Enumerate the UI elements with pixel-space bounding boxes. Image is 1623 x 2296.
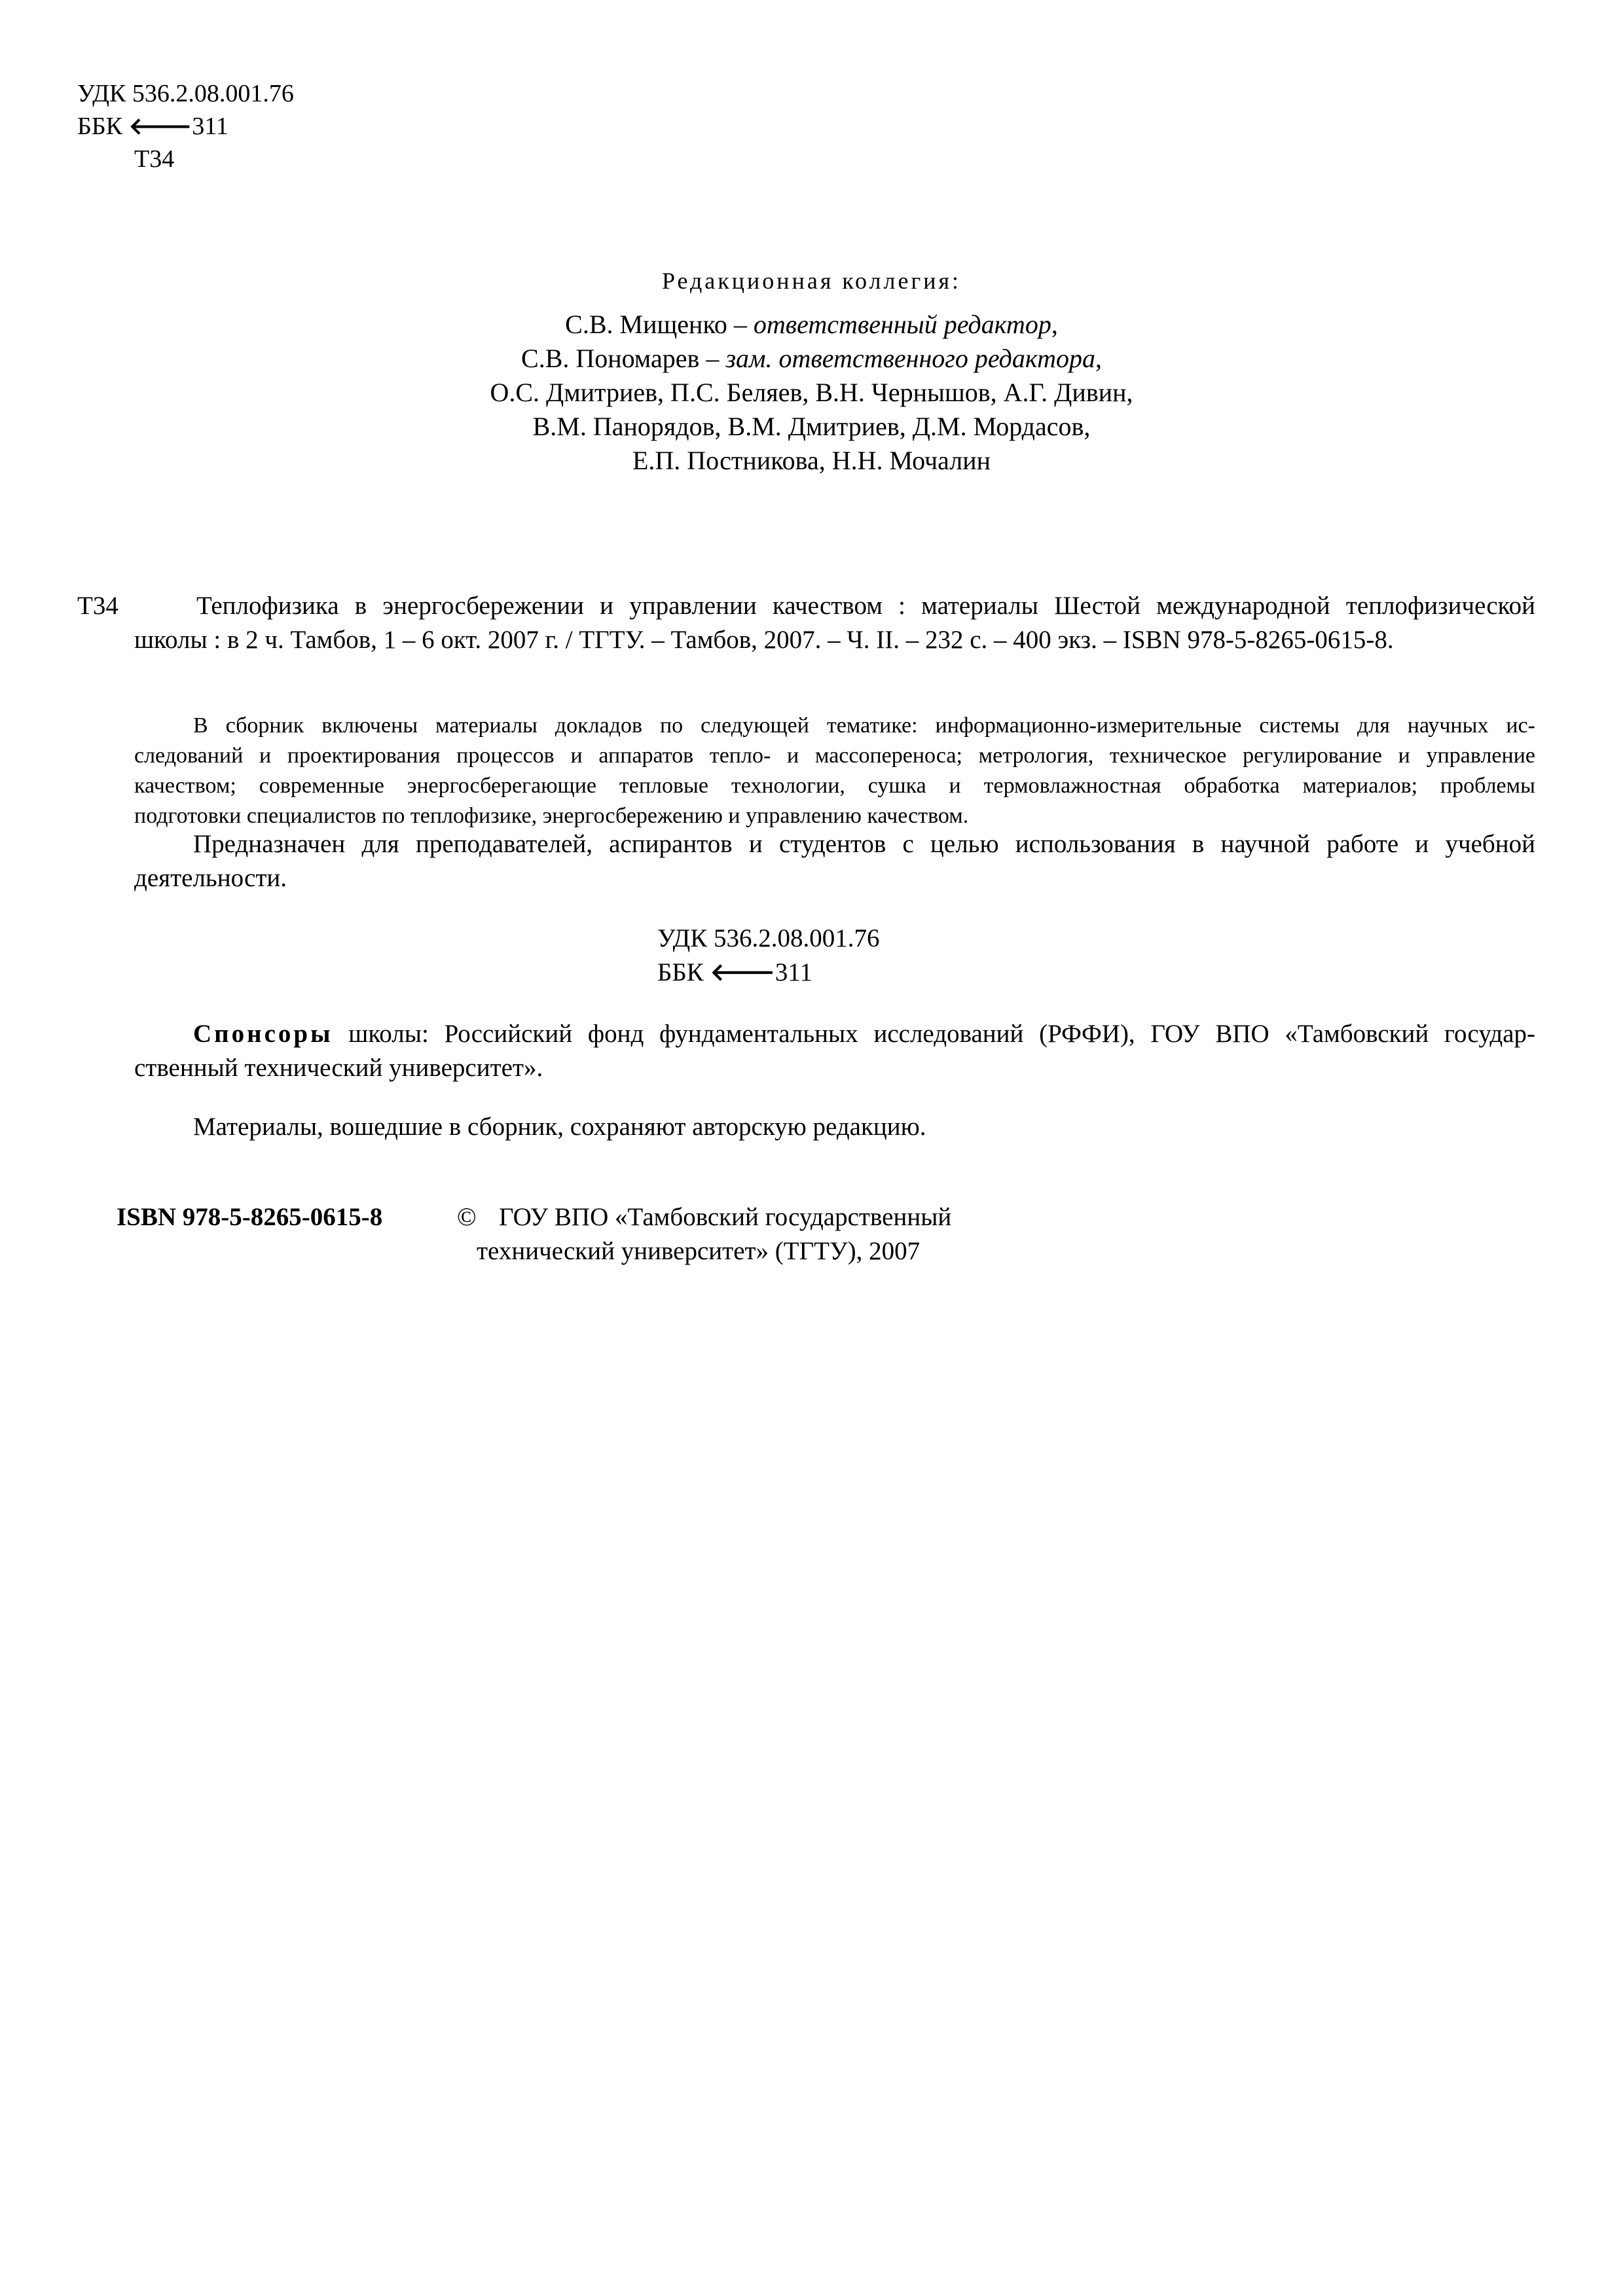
udk-code: УДК 536.2.08.001.76: [77, 80, 294, 107]
editor-role: ответственный редактор: [753, 310, 1051, 339]
copyright-line-2: технический университет» (ТГТУ), 2007: [477, 1237, 921, 1265]
editor-line-5: Е.П. Постникова, Н.Н. Мочалин: [632, 446, 991, 475]
bbk-number-repeat: 311: [775, 958, 812, 986]
bbk-prefix: ББК: [77, 113, 129, 140]
copyright-symbol: ©: [457, 1203, 477, 1231]
sponsors-text: школы: Российский фонд фундаментальных исследований (РФФИ), ГОУ ВПО «Тамбовский государ-: [333, 1020, 1535, 1048]
editor-line-2: [0, 342, 1623, 376]
sponsors-label: Спонсоры: [193, 1020, 333, 1048]
bbk-number: 311: [192, 113, 228, 140]
editor-name: С.В. Мищенко –: [565, 310, 754, 339]
isbn: ISBN 978-5-8265-0615-8: [117, 1203, 383, 1231]
bib-mark: Т34: [77, 592, 119, 620]
bbk-code: [77, 110, 228, 143]
sponsors-line-2: ственный технический университет».: [134, 1054, 543, 1082]
udk-code-repeat: УДК 536.2.08.001.76: [657, 924, 880, 952]
author-mark: Т34: [134, 145, 175, 173]
annotation-line-1: В сборник включены материалы докладов по следующей тематике: информационно-измерительные системы для научных ис-: [193, 713, 1535, 738]
purpose-line-1: Предназначен для преподавателей, аспирантов и студентов с целью использования в научной работе и учебной: [193, 830, 1535, 858]
bbk-prefix-repeat: ББК: [657, 958, 710, 986]
editorial-board-heading: Редакционная коллегия:: [661, 268, 962, 294]
deputy-sep: ,: [1095, 344, 1102, 373]
annotation-line-3: качеством; современные энергосберегающие тепловые технологии, сушка и термовлажностная обработка материалов; проблемы: [134, 774, 1535, 798]
editor-line-3: О.С. Дмитриев, П.С. Беляев, В.Н. Чернышов, А.Г. Дивин,: [490, 378, 1133, 407]
left-arrow-icon: 🡐: [710, 958, 775, 986]
annotation-line-4: подготовки специалистов по теплофизике, энергосбережению и управлению качеством.: [134, 804, 969, 828]
bib-line-2: школы : в 2 ч. Тамбов, 1 – 6 окт. 2007 г. / ТГТУ. – Тамбов, 2007. – Ч. II. – 232 с. – 400 экз. – ISBN 978-5-8265-0615-8.: [134, 626, 1394, 654]
copyright-line-1: ГОУ ВПО «Тамбовский государственный: [499, 1203, 952, 1231]
deputy-name: С.В. Пономарев –: [521, 344, 726, 373]
editor-line-4: В.М. Панорядов, В.М. Дмитриев, Д.М. Мордасов,: [532, 412, 1091, 441]
editorial-note: Материалы, вошедшие в сборник, сохраняют авторскую редакцию.: [193, 1113, 926, 1141]
bib-line-1: Теплофизика в энергосбережении и управлении качеством : материалы Шестой международной теплофизической: [196, 592, 1535, 620]
sponsors-line-1: [193, 1017, 1535, 1051]
left-arrow-icon: 🡐: [128, 113, 192, 140]
annotation-line-2: следований и проектирования процессов и аппаратов тепло- и массопереноса; метрология, техническое регулирование и управление: [134, 744, 1535, 768]
bbk-code-repeat: [657, 956, 812, 990]
editor-line-1: [0, 308, 1623, 342]
editor-sep: ,: [1051, 310, 1058, 339]
purpose-line-2: деятельности.: [134, 864, 287, 892]
deputy-role: зам. ответственного редактора: [725, 344, 1095, 373]
